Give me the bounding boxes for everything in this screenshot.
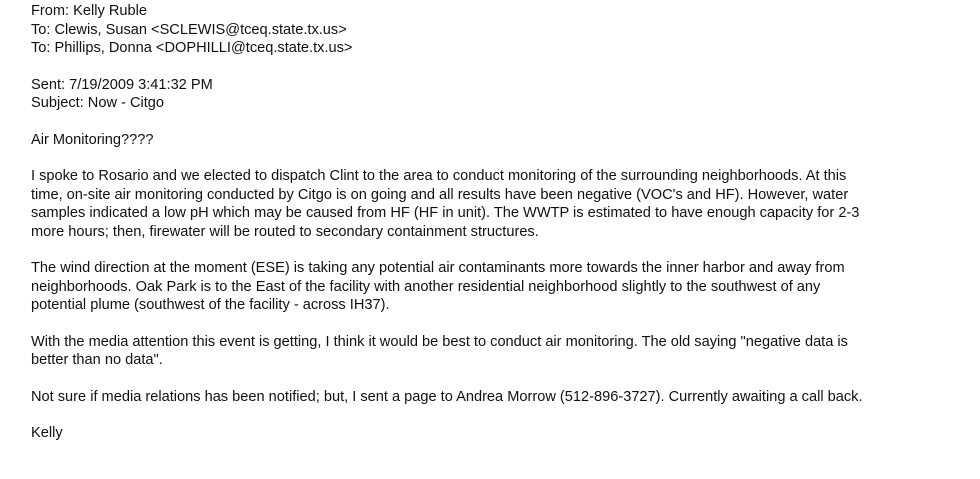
paragraph-line: With the media attention this event is getting, I think it would be best to conduct air monitoring. The old saying "negative data is: [31, 333, 848, 350]
paragraph-line: more hours; then, firewater will be routed to secondary containment structures.: [31, 223, 539, 240]
paragraph-line: samples indicated a low pH which may be caused from HF (HF in unit). The WWTP is estimated to have enough capacity for 2-3: [31, 205, 860, 221]
paragraph: [31, 167, 961, 241]
paragraph-line: potential plume (southwest of the facility - across IH37).: [31, 297, 390, 313]
paragraph-line: Not sure if media relations has been notified; but, I sent a page to Andrea Morrow (512-896-3727). Currently awaiting a call back.: [31, 388, 863, 405]
subject-line: Subject: Now - Citgo: [31, 95, 165, 111]
from-line: From: Kelly Ruble: [31, 3, 147, 19]
paragraph: [31, 388, 961, 407]
paragraph-line: neighborhoods. Oak Park is to the East of the facility with another residential neighborhood slightly to the southwest of any: [31, 278, 821, 295]
greeting: Air Monitoring????: [31, 131, 154, 148]
paragraph-line: The wind direction at the moment (ESE) is taking any potential air contaminants more towards the inner harbor and away from: [31, 260, 845, 276]
signature: Kelly: [31, 425, 63, 441]
to-line: To: Clewis, Susan <SCLEWIS@tceq.state.tx.us>: [31, 21, 347, 38]
paragraph: [31, 259, 961, 315]
email-document: [31, 0, 961, 443]
email-header: [31, 2, 961, 113]
paragraph-line: I spoke to Rosario and we elected to dispatch Clint to the area to conduct monitoring of the surrounding neighborhoods. At this: [31, 168, 847, 184]
sent-line: Sent: 7/19/2009 3:41:32 PM: [31, 76, 213, 93]
paragraph: [31, 333, 961, 370]
email-body: [31, 131, 961, 443]
to-line: To: Phillips, Donna <DOPHILLI@tceq.state.tx.us>: [31, 40, 353, 56]
paragraph-line: better than no data".: [31, 352, 163, 368]
paragraph-line: time, on-site air monitoring conducted by Citgo is on going and all results have been negative (VOC's and HF). However, water: [31, 186, 849, 203]
